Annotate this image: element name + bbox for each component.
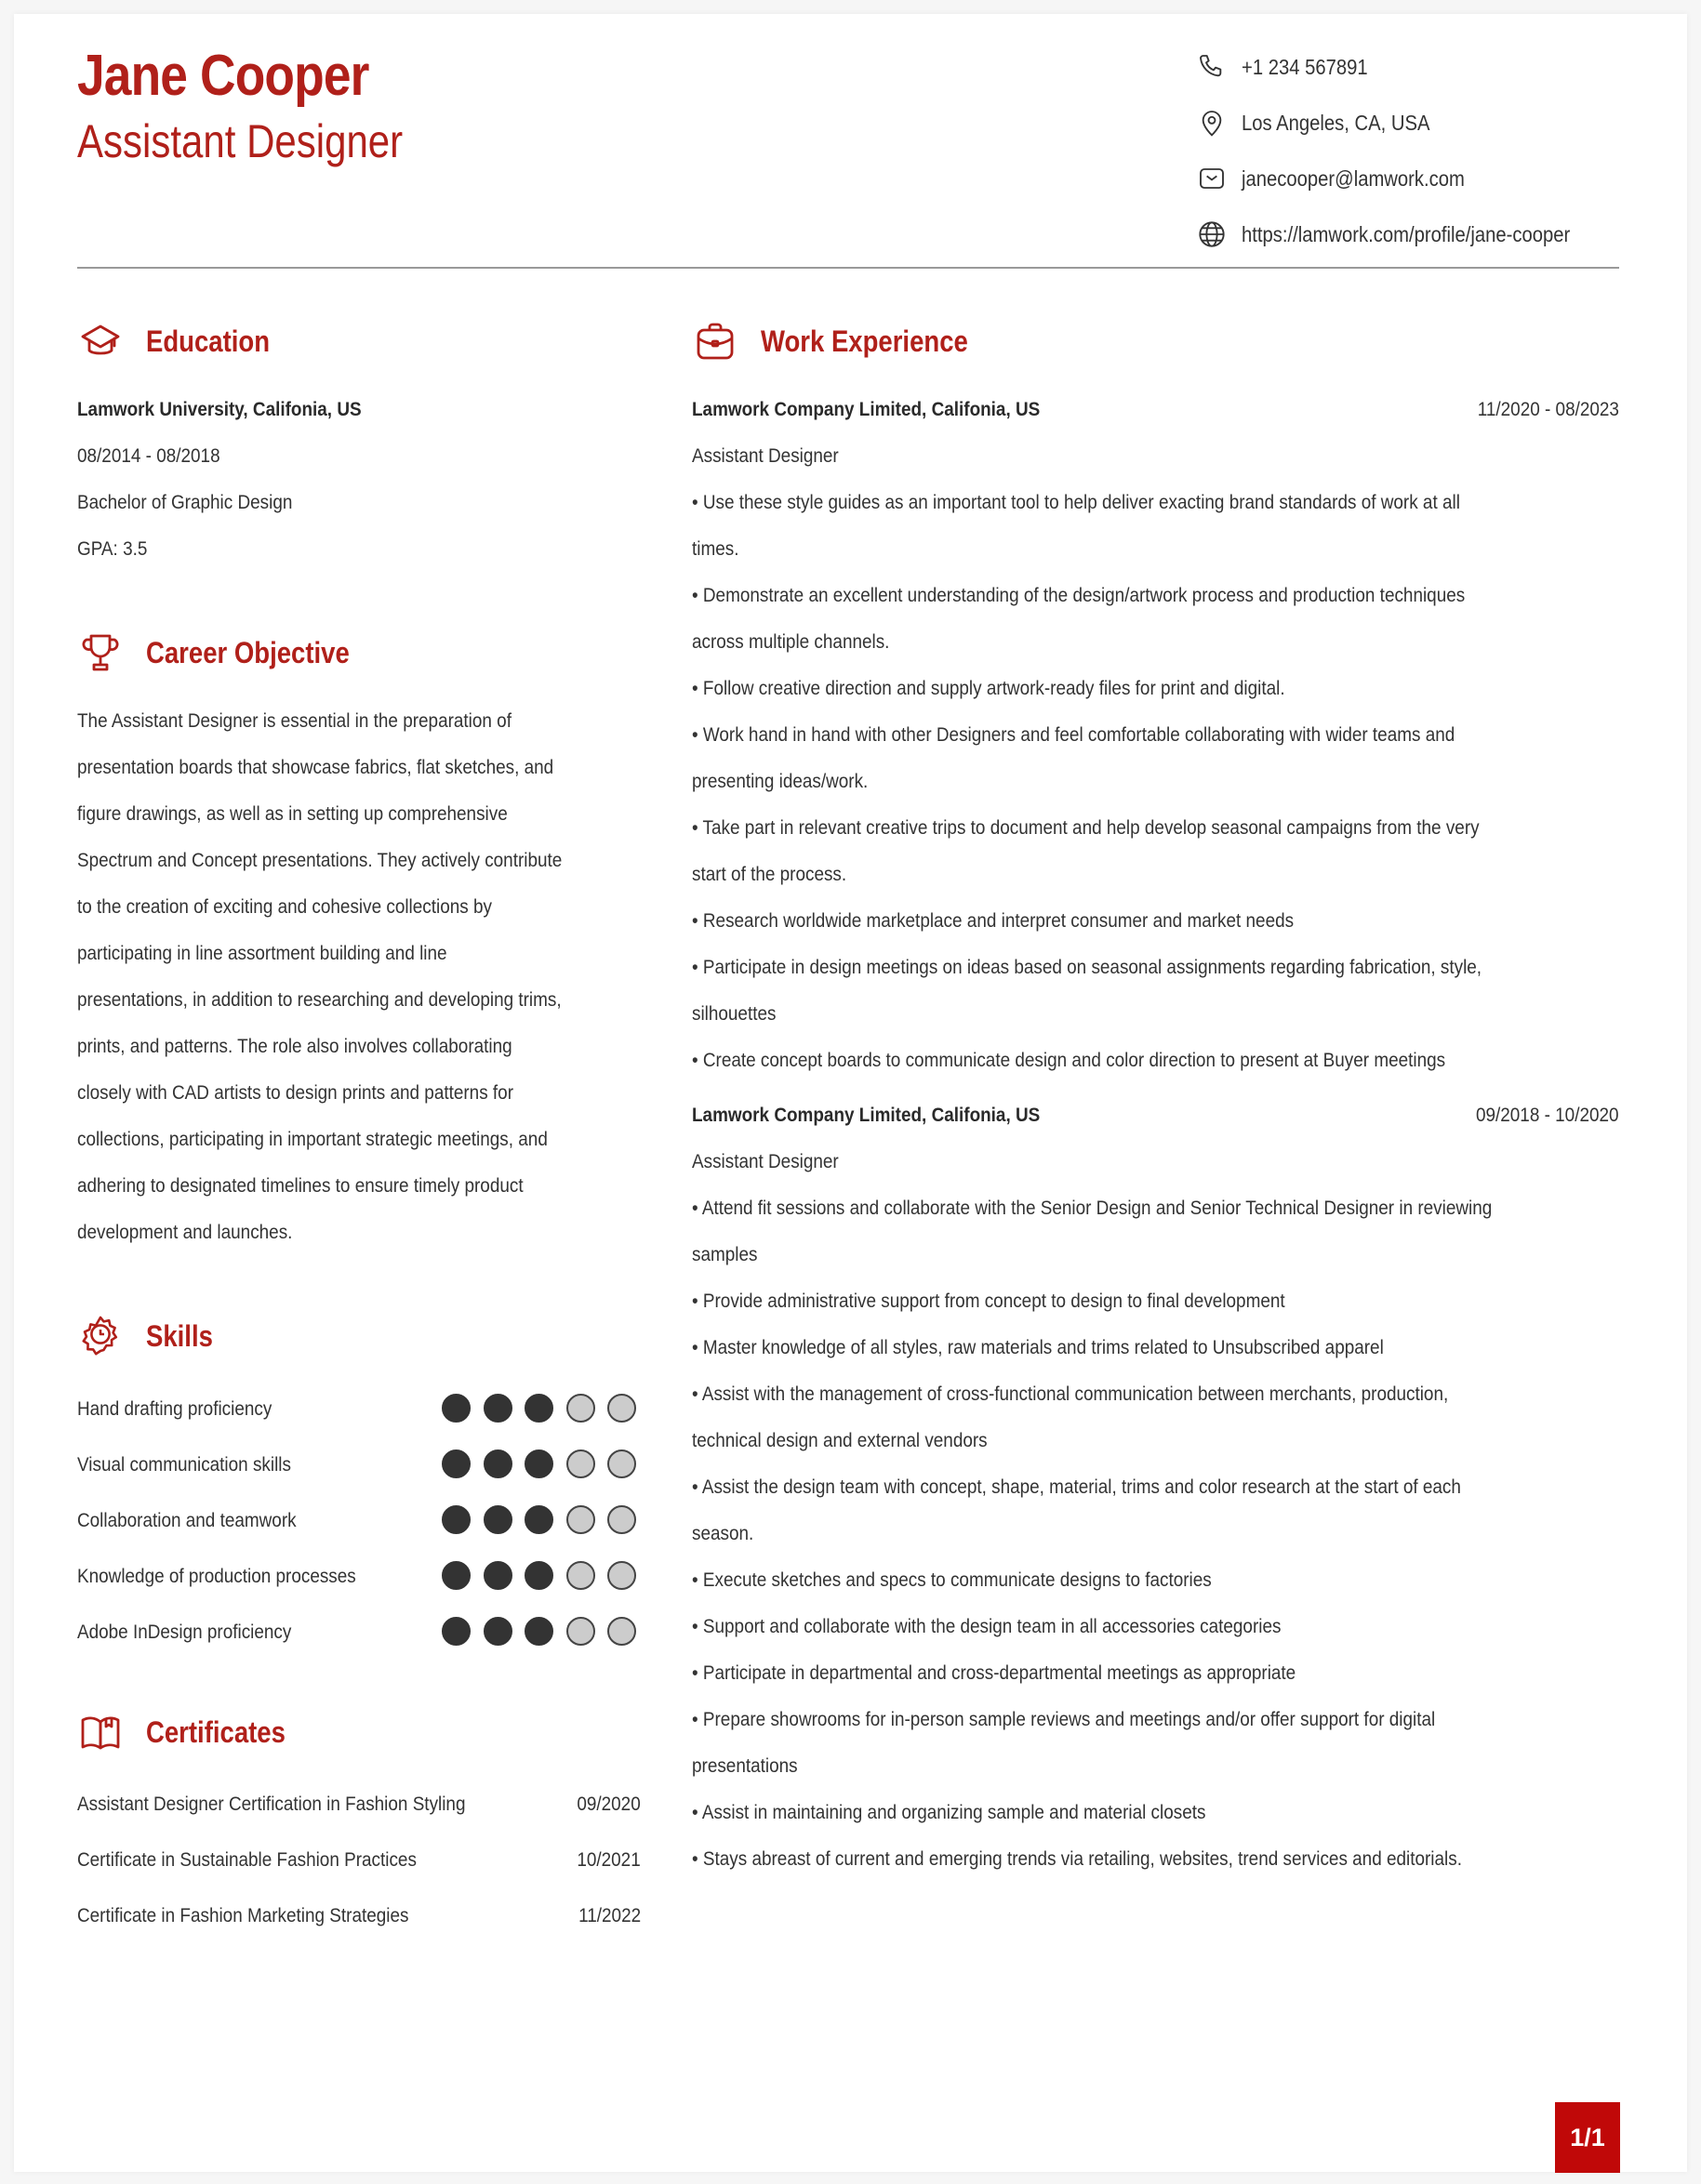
rating-dot-empty	[566, 1505, 595, 1534]
candidate-title: Assistant Designer	[77, 115, 404, 167]
responsibility-line: • Attend fit sessions and collaborate with the Senior Design and Senior Technical Designer in reviewing	[692, 1197, 1493, 1219]
education-entry	[77, 386, 400, 572]
certificate-row	[77, 1776, 641, 1832]
responsibility-line: • Assist with the management of cross-functional communication between merchants, production,	[692, 1383, 1449, 1405]
phone-text: +1 234 567891	[1242, 54, 1368, 79]
skill-name: Hand drafting proficiency	[77, 1397, 272, 1420]
skill-rating	[442, 1449, 649, 1478]
rating-dot-empty	[607, 1394, 636, 1423]
rating-dot-filled	[525, 1505, 553, 1534]
responsibility-line: • Research worldwide marketplace and interpret consumer and market needs	[692, 909, 1295, 932]
responsibility-line: • Work hand in hand with other Designers and feel comfortable collaborating with wider teams and	[692, 723, 1455, 746]
graduation-cap-icon	[77, 318, 124, 364]
globe-icon	[1196, 218, 1228, 250]
certificate-row	[77, 1887, 641, 1943]
paragraph-line: figure drawings, as well as in setting up comprehensive	[77, 802, 508, 825]
trophy-icon	[77, 629, 124, 676]
rating-dot-empty	[607, 1617, 636, 1646]
certificate-name: Certificate in Fashion Marketing Strategies	[77, 1904, 409, 1926]
skills-list	[77, 1381, 654, 1660]
rating-dot-filled	[484, 1449, 512, 1478]
responsibility-line: • Take part in relevant creative trips to document and help develop seasonal campaigns from the very	[692, 816, 1480, 839]
job-header	[692, 1092, 1619, 1138]
rating-dot-empty	[607, 1505, 636, 1534]
contact-phone	[1196, 48, 1385, 86]
skill-row	[77, 1548, 654, 1604]
skill-name: Adobe InDesign proficiency	[77, 1621, 292, 1643]
job-responsibilities	[692, 479, 1619, 1083]
skill-row	[77, 1492, 654, 1548]
resume-page	[14, 14, 1687, 2172]
mail-icon	[1196, 163, 1228, 194]
skill-row	[77, 1604, 654, 1660]
responsibility-line: • Demonstrate an excellent understanding of the design/artwork process and production techniques	[692, 584, 1466, 606]
responsibility-line: • Follow creative direction and supply artwork-ready files for print and digital.	[692, 677, 1285, 699]
career-objective-heading	[77, 629, 382, 677]
responsibility-line: • Use these style guides as an important tool to help deliver exacting brand standards of work at all	[692, 491, 1460, 513]
rating-dot-filled	[525, 1394, 553, 1423]
rating-dot-filled	[525, 1561, 553, 1590]
rating-dot-empty	[607, 1561, 636, 1590]
skill-row	[77, 1381, 654, 1436]
skill-name: Knowledge of production processes	[77, 1565, 356, 1587]
paragraph-line: adhering to designated timelines to ensure timely product	[77, 1174, 524, 1197]
paragraph-line: prints, and patterns. The role also involves collaborating	[77, 1035, 512, 1057]
responsibility-line: • Create concept boards to communicate design and color direction to present at Buyer meetings	[692, 1049, 1446, 1071]
responsibility-line: • Execute sketches and specs to communicate designs to factories	[692, 1569, 1212, 1591]
job-role: Assistant Designer	[692, 1150, 839, 1172]
responsibility-line: technical design and external vendors	[692, 1429, 988, 1451]
education-degree: Bachelor of Graphic Design	[77, 491, 293, 513]
skills-title: Skills	[146, 1318, 213, 1353]
skill-row	[77, 1436, 654, 1492]
briefcase-icon	[692, 318, 738, 364]
education-heading	[77, 317, 290, 365]
paragraph-line: presentations, in addition to researching and developing trims,	[77, 988, 562, 1011]
responsibility-line: times.	[692, 537, 739, 560]
rating-dot-filled	[525, 1449, 553, 1478]
responsibility-line: presentations	[692, 1754, 798, 1777]
gear-clock-icon	[77, 1313, 124, 1359]
career-objective-text	[77, 697, 628, 1255]
certificate-date: 09/2020	[577, 1793, 641, 1815]
rating-dot-empty	[607, 1449, 636, 1478]
education-title: Education	[146, 324, 271, 358]
certificates-heading	[77, 1708, 308, 1756]
rating-dot-filled	[442, 1394, 471, 1423]
job-header	[692, 386, 1619, 432]
book-icon	[77, 1709, 124, 1755]
job-company: Lamwork Company Limited, Califonia, US	[692, 1104, 1041, 1126]
skills-heading	[77, 1312, 224, 1360]
rating-dot-filled	[484, 1561, 512, 1590]
skill-name: Collaboration and teamwork	[77, 1509, 297, 1531]
responsibility-line: • Support and collaborate with the design team in all accessories categories	[692, 1615, 1282, 1637]
education-school: Lamwork University, Califonia, US	[77, 398, 362, 420]
contact-email	[1196, 160, 1495, 197]
responsibility-line: samples	[692, 1243, 758, 1265]
skill-name: Visual communication skills	[77, 1453, 291, 1476]
work-experience-heading	[692, 317, 1002, 365]
rating-dot-filled	[484, 1394, 512, 1423]
responsibility-line: • Stays abreast of current and emerging trends via retailing, websites, trend services and editorials.	[692, 1847, 1462, 1870]
certificates-title: Certificates	[146, 1714, 286, 1749]
certificate-name: Assistant Designer Certification in Fashion Styling	[77, 1793, 466, 1815]
contact-location	[1196, 104, 1455, 141]
location-text: Los Angeles, CA, USA	[1242, 110, 1430, 135]
responsibility-line: • Participate in design meetings on ideas based on seasonal assignments regarding fabrication, style,	[692, 956, 1482, 978]
paragraph-line: closely with CAD artists to design prints and patterns for	[77, 1081, 514, 1104]
paragraph-line: presentation boards that showcase fabrics, flat sketches, and	[77, 756, 554, 778]
responsibility-line: • Participate in departmental and cross-departmental meetings as appropriate	[692, 1661, 1296, 1684]
paragraph-line: to the creation of exciting and cohesive collections by	[77, 895, 492, 918]
paragraph-line: participating in line assortment building and line	[77, 942, 447, 964]
skill-rating	[442, 1561, 649, 1590]
paragraph-line: development and launches.	[77, 1221, 293, 1243]
rating-dot-empty	[566, 1561, 595, 1590]
skill-rating	[442, 1394, 649, 1423]
skill-rating	[442, 1505, 649, 1534]
phone-icon	[1196, 51, 1228, 83]
certificates-list	[77, 1776, 641, 1943]
job-responsibilities	[692, 1185, 1619, 1882]
work-experience-title: Work Experience	[761, 324, 968, 358]
job-dates: 11/2020 - 08/2023	[1477, 398, 1619, 420]
rating-dot-empty	[566, 1394, 595, 1423]
rating-dot-filled	[484, 1505, 512, 1534]
rating-dot-empty	[566, 1449, 595, 1478]
paragraph-line: Spectrum and Concept presentations. They actively contribute	[77, 849, 563, 871]
website-link[interactable]: https://lamwork.com/profile/jane-cooper	[1242, 221, 1571, 246]
education-dates: 08/2014 - 08/2018	[77, 444, 220, 467]
candidate-name: Jane Cooper	[77, 44, 369, 108]
certificate-date: 10/2021	[577, 1848, 641, 1871]
job-company: Lamwork Company Limited, Califonia, US	[692, 398, 1041, 420]
header-divider	[77, 267, 1619, 269]
paragraph-line: The Assistant Designer is essential in the preparation of	[77, 709, 512, 732]
responsibility-line: • Provide administrative support from concept to design to final development	[692, 1290, 1285, 1312]
contact-website	[1196, 216, 1615, 253]
job-entry-1	[692, 386, 1619, 1083]
rating-dot-filled	[484, 1617, 512, 1646]
responsibility-line: start of the process.	[692, 863, 847, 885]
responsibility-line: • Prepare showrooms for in-person sample reviews and meetings and/or offer support for digital	[692, 1708, 1436, 1730]
career-objective-title: Career Objective	[146, 635, 350, 669]
location-pin-icon	[1196, 107, 1228, 139]
paragraph-line: collections, participating in important strategic meetings, and	[77, 1128, 548, 1150]
responsibility-line: • Master knowledge of all styles, raw materials and trims related to Unsubscribed apparel	[692, 1336, 1384, 1358]
responsibility-line: across multiple channels.	[692, 630, 890, 653]
page-indicator: 1/1	[1555, 2102, 1620, 2173]
certificate-row	[77, 1832, 641, 1887]
responsibility-line: • Assist the design team with concept, shape, material, trims and color research at the start of each	[692, 1476, 1461, 1498]
job-entry-2	[692, 1092, 1619, 1882]
rating-dot-empty	[566, 1617, 595, 1646]
rating-dot-filled	[442, 1561, 471, 1590]
job-dates: 09/2018 - 10/2020	[1476, 1104, 1619, 1126]
job-role: Assistant Designer	[692, 444, 839, 467]
certificate-name: Certificate in Sustainable Fashion Practices	[77, 1848, 417, 1871]
rating-dot-filled	[525, 1617, 553, 1646]
email-link[interactable]: janecooper@lamwork.com	[1242, 165, 1465, 191]
rating-dot-filled	[442, 1617, 471, 1646]
rating-dot-filled	[442, 1449, 471, 1478]
certificate-date: 11/2022	[578, 1904, 641, 1926]
rating-dot-filled	[442, 1505, 471, 1534]
responsibility-line: presenting ideas/work.	[692, 770, 869, 792]
responsibility-line: season.	[692, 1522, 754, 1544]
skill-rating	[442, 1617, 649, 1646]
education-gpa: GPA: 3.5	[77, 537, 148, 560]
responsibility-line: silhouettes	[692, 1002, 777, 1025]
responsibility-line: • Assist in maintaining and organizing sample and material closets	[692, 1801, 1206, 1823]
